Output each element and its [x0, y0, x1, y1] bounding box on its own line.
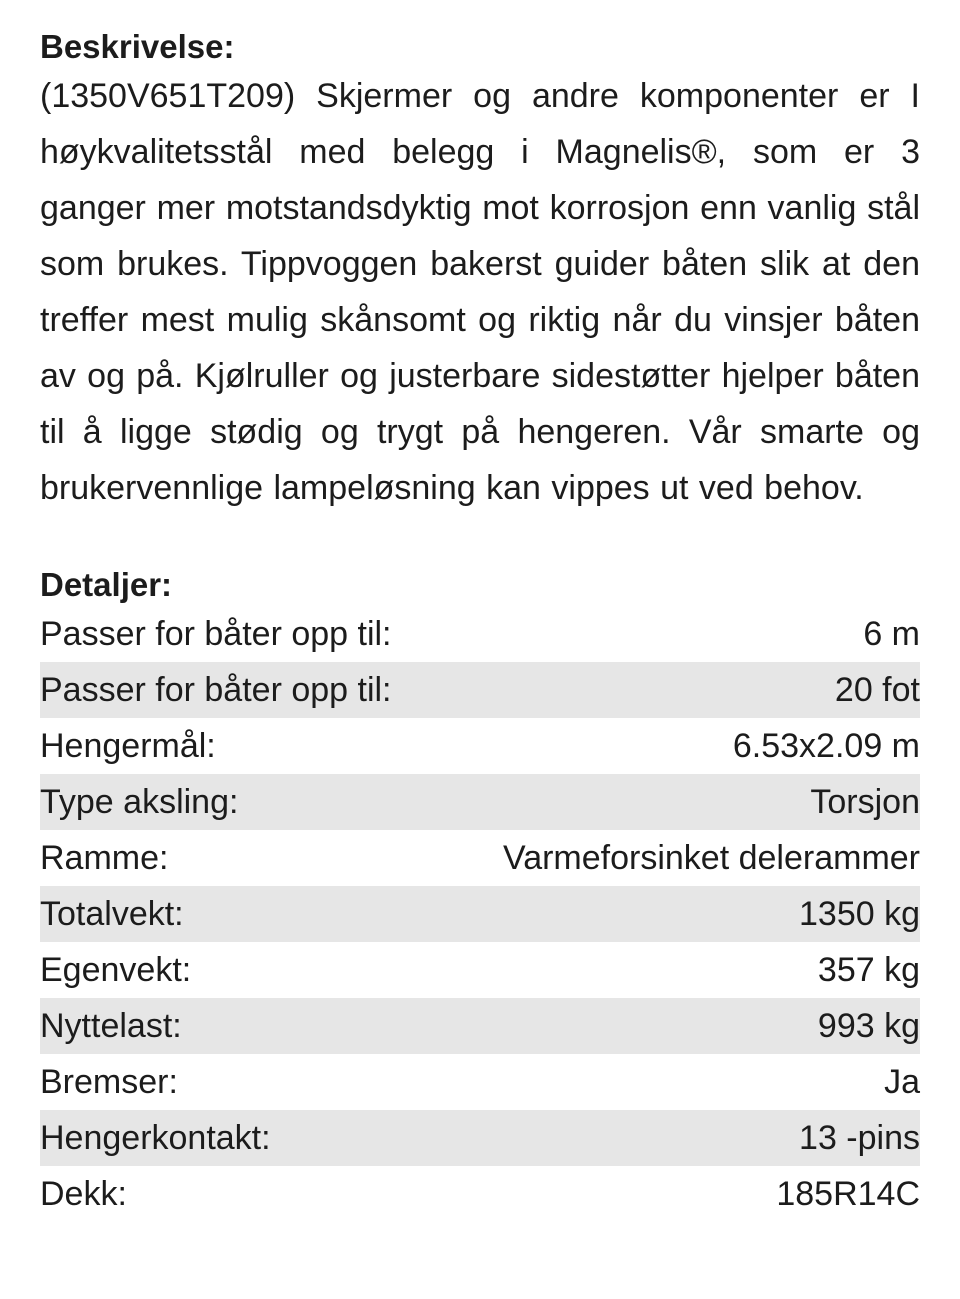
table-row [40, 998, 920, 1054]
spec-value: 185R14C [776, 1174, 920, 1213]
spec-value: Varmeforsinket delerammer [503, 838, 920, 877]
table-row [40, 662, 920, 718]
table-row [40, 718, 920, 774]
table-row [40, 886, 920, 942]
spec-value: 6 m [863, 614, 920, 653]
spec-value: 357 kg [817, 950, 920, 989]
table-row [40, 606, 920, 662]
spec-value: 993 kg [817, 1006, 920, 1045]
spec-value: 6.53x2.09 m [732, 726, 920, 765]
table-row [40, 1110, 920, 1166]
details-table [40, 606, 920, 1222]
spec-value: Ja [884, 1062, 920, 1101]
spec-value: 13 -pins [799, 1118, 920, 1157]
table-row [40, 1054, 920, 1110]
spec-label: Hengermål: [40, 726, 216, 765]
spec-label: Totalvekt: [40, 894, 184, 933]
spec-label: Hengerkontakt: [40, 1118, 271, 1157]
table-row [40, 830, 920, 886]
description-heading: Beskrivelse: [40, 28, 235, 65]
spec-label: Nyttelast: [40, 1006, 182, 1045]
table-row [40, 942, 920, 998]
spec-value: 1350 kg [799, 894, 920, 933]
spec-label: Type aksling: [40, 782, 239, 821]
spec-label: Egenvekt: [40, 950, 192, 989]
spec-label: Ramme: [40, 838, 169, 877]
table-row [40, 774, 920, 830]
spec-label: Passer for båter opp til: [40, 670, 392, 709]
details-heading: Detaljer: [40, 566, 173, 603]
spec-label: Bremser: [40, 1062, 178, 1101]
spec-value: 20 fot [834, 670, 920, 709]
description-text: (1350V651T209) Skjermer og andre komponenter er I høykvalitetsstål med belegg i Magnelis®, som er 3 ganger mer motstandsdyktig mot korrosjon enn vanlig stål som brukes. Tippvoggen bakerst guider båten slik at den treffer mest mulig skånsomt og riktig når du vinsjer båten av og på. Kjølruller og justerbare sidestøtter hjelper båten til å ligge stødig og trygt på hengeren. Vår smarte og brukervennlige lampeløsning kan vippes ut ved behov. [40, 77, 920, 507]
spec-value: Torsjon [810, 782, 920, 821]
spec-label: Passer for båter opp til: [40, 614, 392, 653]
spec-label: Dekk: [40, 1174, 127, 1213]
table-row [40, 1166, 920, 1222]
